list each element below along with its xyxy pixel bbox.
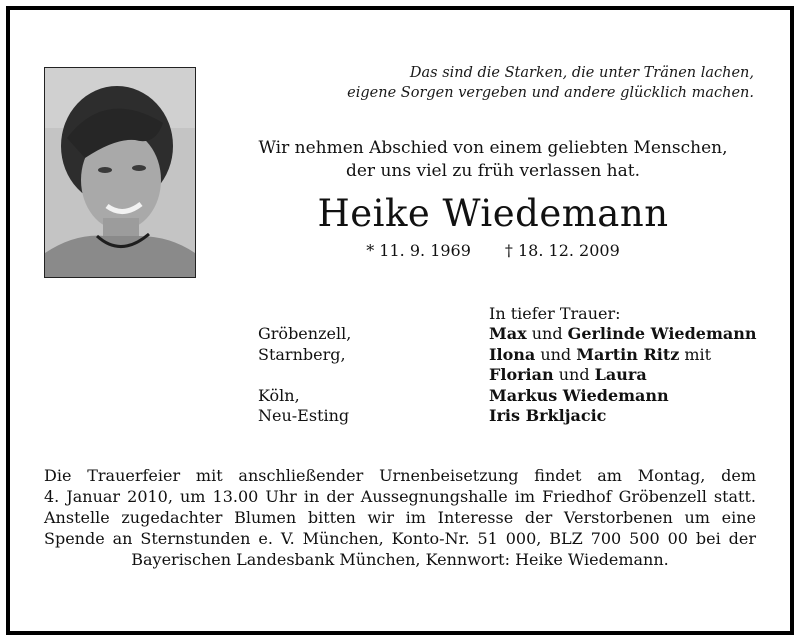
mourner-name: Max	[489, 324, 527, 343]
death-date: † 18. 12. 2009	[504, 241, 620, 260]
quote-line: eigene Sorgen vergeben und andere glücklich machen.	[347, 85, 754, 101]
notice-line: Die Trauerfeier mit anschließender Urnenbeisetzung findet am Montag, dem	[44, 466, 756, 485]
notice-line: 4. Januar 2010, um 13.00 Uhr in der Aussegnungshalle im Friedhof Gröbenzell statt.	[44, 487, 756, 506]
deceased-name: Heike Wiedemann	[317, 192, 669, 235]
notice-line: Bayerischen Landesbank München, Kennwort: Heike Wiedemann.	[131, 550, 669, 569]
mourner-name: Ilona	[489, 344, 536, 364]
notice-line: Spende an Sternstunden e. V. München, Konto-Nr. 51 000, BLZ 700 500 00 bei der	[44, 529, 756, 548]
mourner-names	[489, 324, 778, 345]
portrait-image	[45, 68, 195, 277]
mourner-name: Gerlinde Wiedemann	[567, 324, 757, 343]
mourner-name: Laura	[594, 365, 647, 384]
mourner-place	[258, 365, 489, 386]
mourner-place: Neu-Esting	[258, 406, 350, 425]
portrait-photo	[44, 67, 196, 278]
intro-line: Wir nehmen Abschied von einem geliebten Menschen,	[258, 138, 728, 158]
funeral-notice	[44, 465, 756, 570]
life-dates	[232, 240, 754, 262]
mourners-list	[258, 324, 778, 427]
mourner-name: Florian	[489, 365, 554, 384]
mourner-names	[489, 386, 778, 407]
connector-text: und	[535, 344, 577, 364]
mourner-name: Iris Brkljacic	[489, 406, 607, 425]
mourner-row	[258, 365, 778, 386]
connector-text: mit	[679, 344, 712, 364]
notice-line: Anstelle zugedachter Blumen bitten wir im Interesse der Verstorbenen um eine	[44, 508, 756, 527]
mourner-names	[489, 345, 778, 366]
mourner-place: Gröbenzell,	[258, 324, 352, 343]
mourning-heading: In tiefer Trauer:	[489, 304, 621, 323]
mourner-row	[258, 386, 778, 407]
birth-date: * 11. 9. 1969	[366, 241, 471, 260]
mourner-name: Markus Wiedemann	[489, 385, 669, 405]
mourner-row	[258, 406, 778, 427]
mourner-place: Köln,	[258, 385, 300, 405]
connector-text: und	[553, 365, 595, 384]
mourner-row	[258, 345, 778, 366]
mourner-names	[489, 365, 778, 386]
quote-line: Das sind die Starken, die unter Tränen lachen,	[409, 65, 754, 81]
mourner-name: Martin Ritz	[576, 344, 680, 364]
connector-text: und	[526, 324, 568, 343]
mourner-place: Starnberg,	[258, 344, 346, 364]
farewell-intro	[232, 137, 754, 183]
mourner-names	[489, 406, 778, 427]
intro-line: der uns viel zu früh verlassen hat.	[345, 161, 640, 181]
memorial-quote	[250, 63, 754, 103]
mourner-row	[258, 324, 778, 345]
